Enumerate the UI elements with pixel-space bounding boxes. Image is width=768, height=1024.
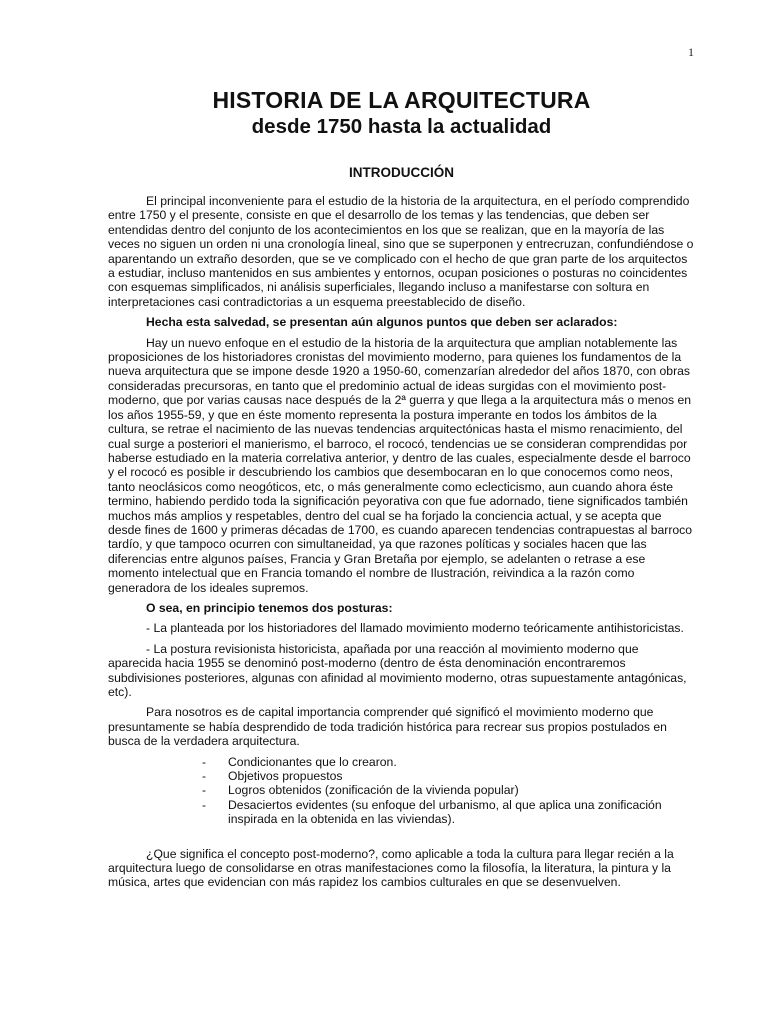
paragraph-postura-moderna: - La planteada por los historiadores del llamado movimiento moderno teóricamente antihistoricistas. <box>146 621 684 636</box>
paragraph-intro: El principal inconveniente para el estudio de la historia de la arquitectura, en el período comprendido entre 1750 y el presente, consiste en que el desarrollo de los temas y las tendencias, que deben ser entendidas dentro del conjunto de los acontecimientos en los que se realizan, que en la mayoría de las veces no siguen un orden ni una cronología lineal, sino que se superponen y entrecruzan, confundiéndose o aparentando un extraño desorden, que se ve complicado con el hecho de que gran parte de los arquitectos a estudiar, incluso mantenidos en sus ambientes y entornos, ocupan posiciones o posturas no coincidentes con esquemas simplificados, ni análisis superficiales, llegando incluso a manifestarse con soltura en interpretaciones casi contradictorias a un esquema preestablecido de diseño. <box>108 194 694 309</box>
section-heading: INTRODUCCIÓN <box>349 165 454 180</box>
paragraph-enfoque: Hay un nuevo enfoque en el estudio de la historia de la arquitectura que amplian notablemente las proposiciones de los historiadores cronistas del movimiento moderno, para quienes los fundamentos de la nueva arquitectura que se impone desde 1920 a 1950-60, comenzarían alrededor del años 1870, con obras consideradas precursoras, en tanto que el predominio actual de ideas surgidas con el movimiento post-moderno, que por varias causas nace después de la 2ª guerra y que llega a la arquitectura más o menos en los años 1955-59, y que en éste momento representa la postura imperante en todos los ámbitos de la cultura, se retrae el nacimiento de las nuevas tendencias arquitectónicas hasta el mismo renacimiento, del cual surge a posteriori el manierismo, el barroco, el rococó, tendencias ue se consideran comprendidas por haberse estudiado en la materia correlativa anterior, y dentro de las cuales, especialmente desde el barroco y el rococó es posible ir descubriendo los cambios que desembocaran en lo que conocemos como neos, tanto neoclásicos como neogóticos, etc, o más generalmente como eclecticismo, aun cuando ahora éste termino, habiendo perdido toda la significación peyorativa con que fue adornado, tiene significados también muchos más amplios y respetables, dentro del cual se ha forjado la conciencia actual, y se acepta que desde fines de 1600 y primeras décadas de 1700, es cuando aparecen tendencias contrapuestas al barroco tardío, y que tampoco ocurren con simultaneidad, ya que razones políticas y sociales hacen que las diferencias entre algunos países, Francia y Gran Bretaña por ejemplo, se adelanten o retrase a ese momento intelectual que en Francia tomando el nombre de Ilustración, reivindica a la razón como generadora de los ideales supremos. <box>108 335 693 595</box>
paragraph-movimiento-moderno: Para nosotros es de capital importancia comprender qué significó el movimiento moderno que presuntamente se había desprendido de toda tradición histórica para recrear sus propios postulados en busca de la verdadera arquitectura. <box>108 705 667 749</box>
list-item <box>202 798 695 827</box>
list-item <box>202 769 695 783</box>
paragraph-postura-revisionista: - La postura revisionista historicista, apañada por una reacción al movimiento moderno que aparecida hacia 1955 se denominó post-moderno (dentro de ésta denominación encontraremos subdivisiones posteriores, algunas con afinidad al movimiento moderno, otras supuestamente antagónicas, etc). <box>108 641 687 699</box>
bullet-list <box>108 755 695 827</box>
spacer <box>108 835 695 847</box>
list-dash: - <box>202 783 207 798</box>
list-dash: - <box>202 797 207 812</box>
list-dash: - <box>202 754 207 769</box>
paragraph-post-moderno: ¿Que significa el concepto post-moderno?, como aplicable a toda la cultura para llegar recién a la arquitectura luego de consolidarse en otras manifestaciones como la filosofía, la literatura, la pintura y la música, artes que evidencian con más rapidez los cambios culturales en que se desenvuelven. <box>108 846 674 890</box>
document-subtitle: desde 1750 hasta la actualidad <box>251 115 552 138</box>
paragraph-posturas: O sea, en principio tenemos dos posturas: <box>146 600 393 615</box>
list-item-text: Desaciertos evidentes (su enfoque del urbanismo, al que aplica una zonificación inspirada en la obtenida en las viviendas). <box>228 797 662 827</box>
list-item-text: Logros obtenidos (zonificación de la vivienda popular) <box>228 783 519 798</box>
list-item-text: Objetivos propuestos <box>228 769 343 784</box>
paragraph-salvedad: Hecha esta salvedad, se presentan aún algunos puntos que deben ser aclarados: <box>146 315 618 330</box>
document-body <box>108 86 695 896</box>
list-item-text: Condicionantes que lo crearon. <box>228 754 397 769</box>
list-item <box>202 755 695 769</box>
document-title: HISTORIA DE LA ARQUITECTURA <box>212 87 591 113</box>
list-item <box>202 783 695 797</box>
page-number: 1 <box>688 45 694 59</box>
list-dash: - <box>202 769 207 784</box>
